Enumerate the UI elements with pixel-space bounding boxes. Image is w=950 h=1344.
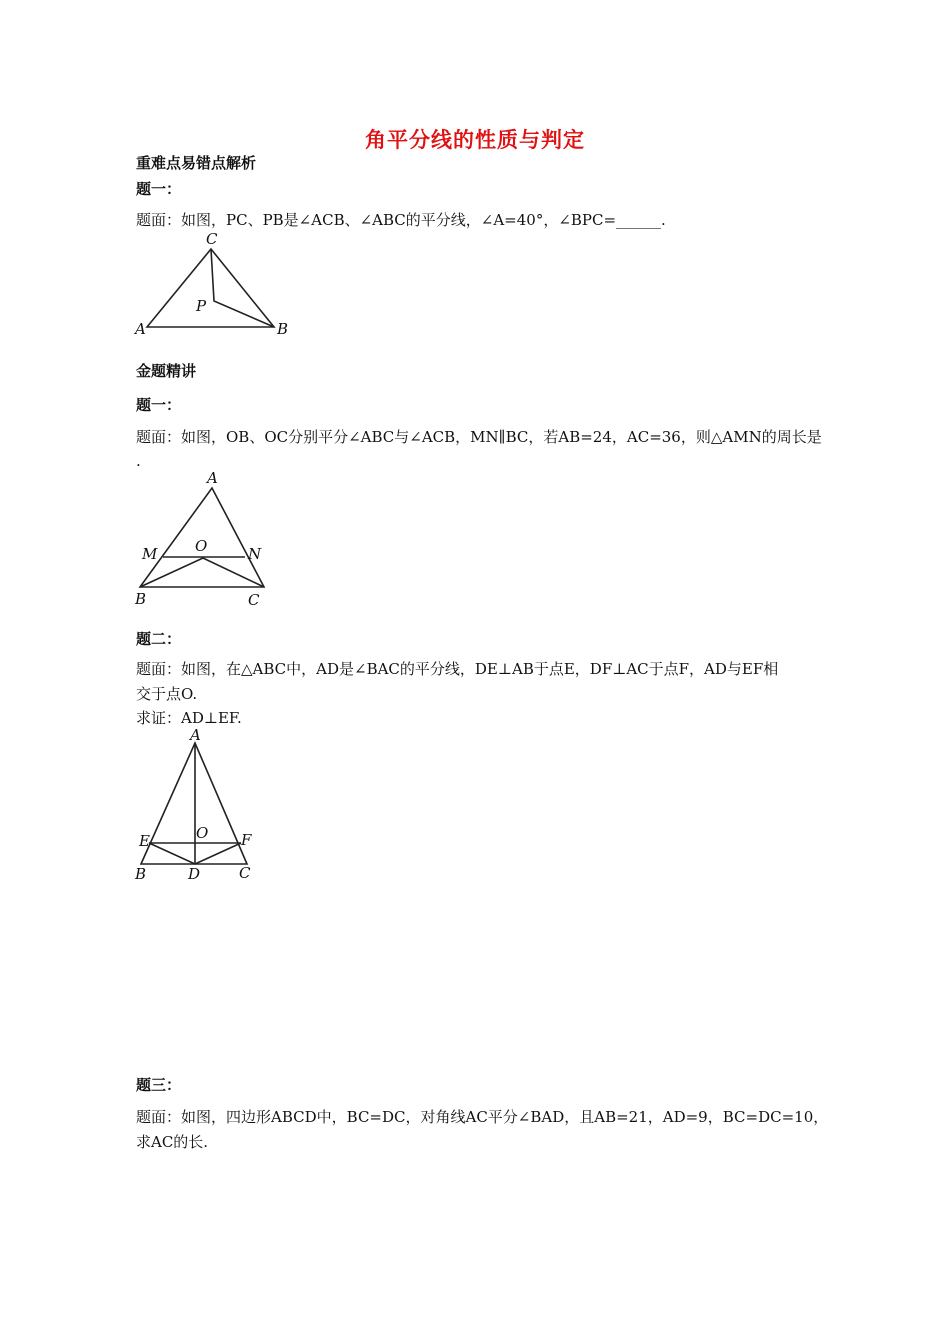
triangle-abc bbox=[140, 488, 264, 587]
label-c: C bbox=[248, 591, 260, 609]
label-e: E bbox=[139, 832, 150, 850]
question-4-text-cont: 求AC的长. bbox=[136, 1133, 209, 1151]
label-n: N bbox=[248, 545, 262, 563]
label-d: D bbox=[188, 865, 201, 883]
label-c: C bbox=[239, 864, 251, 882]
bisectors-ob-oc bbox=[140, 558, 264, 587]
label-a: A bbox=[135, 320, 146, 338]
question-4-text: 题面：如图，四边形ABCD中，BC=DC，对角线AC平分∠BAD，且AB=21，AD=9，BC=DC=10， bbox=[136, 1108, 829, 1126]
label-b: B bbox=[135, 590, 147, 608]
label-m: M bbox=[142, 545, 158, 563]
question-2-text-end: . bbox=[136, 452, 141, 470]
label-o: O bbox=[195, 537, 208, 555]
question-3-heading: 题二： bbox=[136, 630, 182, 648]
question-3-text: 题面：如图，在△ABC中，AD是∠BAC的平分线，DE⊥AB于点E，DF⊥AC于点F，AD与EF相 bbox=[136, 660, 779, 678]
label-a: A bbox=[190, 726, 201, 744]
label-f: F bbox=[241, 831, 252, 849]
triangle-abc bbox=[141, 743, 247, 864]
label-b: B bbox=[135, 865, 147, 883]
question-1-heading: 题一： bbox=[136, 180, 182, 198]
question-2-heading: 题一： bbox=[136, 396, 182, 414]
label-a: A bbox=[207, 469, 218, 487]
question-1-text: 题面：如图，PC、PB是∠ACB、∠ABC的平分线，∠A=40°，∠BPC=______. bbox=[136, 211, 666, 229]
question-3-proof: 求证：AD⊥EF. bbox=[136, 709, 242, 727]
question-3-text-cont: 交于点O. bbox=[136, 685, 198, 703]
bisector-lines-p bbox=[211, 249, 274, 327]
label-b: B bbox=[277, 320, 289, 338]
question-2-text: 题面：如图，OB、OC分别平分∠ABC与∠ACB，MN∥BC，若AB=24，AC=36，则△AMN的周长是 bbox=[136, 428, 822, 446]
label-o: O bbox=[196, 824, 209, 842]
segments-de-df bbox=[149, 843, 241, 864]
label-c: C bbox=[206, 230, 218, 248]
label-p: P bbox=[196, 297, 207, 315]
triangle-abc bbox=[147, 249, 274, 327]
section-heading-key-points: 重难点易错点解析 bbox=[136, 154, 257, 172]
question-4-heading: 题三： bbox=[136, 1076, 182, 1094]
section-heading-gold-problems: 金题精讲 bbox=[136, 362, 197, 380]
page-title: 角平分线的性质与判定 bbox=[365, 127, 585, 152]
